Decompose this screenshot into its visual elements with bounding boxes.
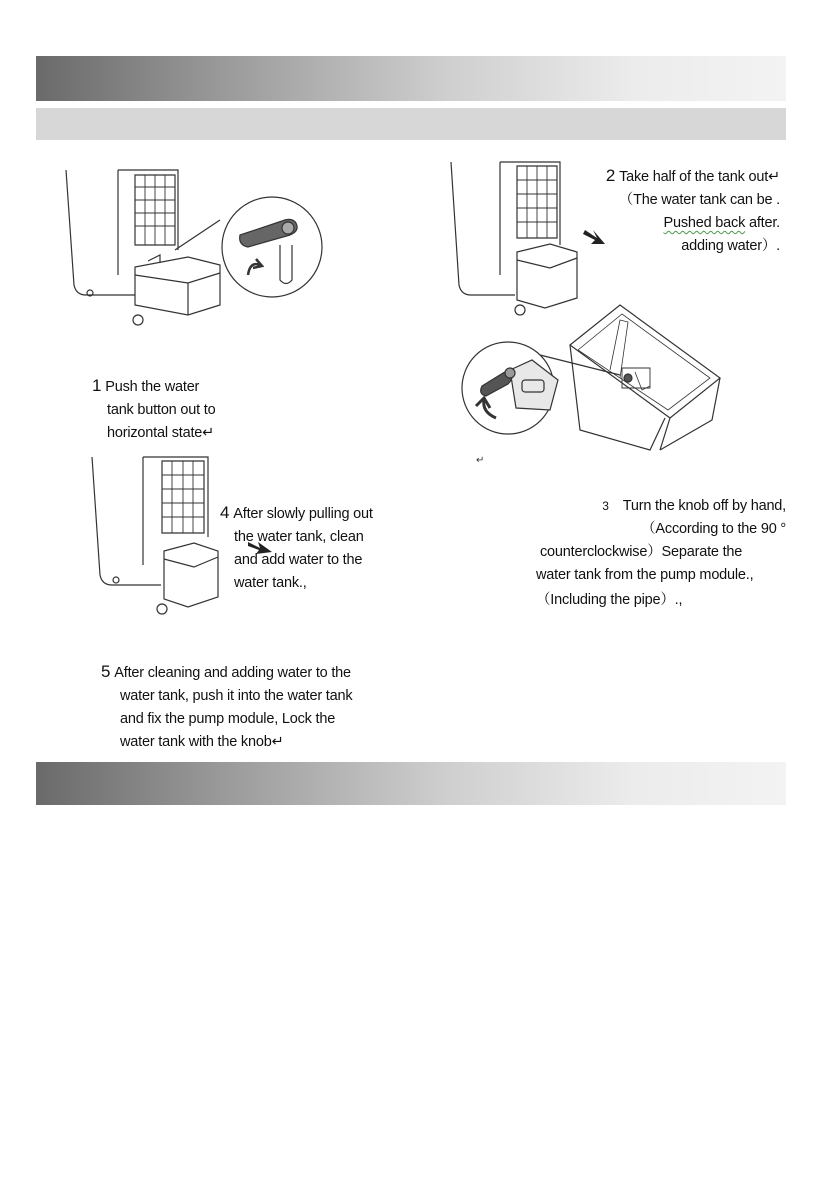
step-line: Take half of the tank out↵ — [619, 169, 780, 185]
step-line: and add water to the — [234, 552, 363, 568]
section-subheader-bar — [36, 108, 786, 140]
step-line: After cleaning and adding water to the — [114, 665, 351, 681]
step-4-text — [220, 501, 373, 595]
step-line: （The water tank can be . — [618, 192, 780, 208]
step-number: 3 — [602, 499, 609, 513]
step-line: （According to the 90 ° — [641, 521, 786, 537]
step-line: water tank with the knob↵ — [120, 734, 284, 750]
step-line: tank button out to — [107, 402, 216, 418]
step-line: the water tank, clean — [234, 529, 364, 545]
step-line-tail: after. — [745, 215, 780, 231]
section-header-bar — [36, 56, 786, 101]
figure-step4-pull-tank — [86, 455, 236, 620]
step-line: water tank from the pump module., — [536, 567, 754, 583]
step-line: counterclockwise）Separate the — [540, 544, 743, 560]
step-line: Turn the knob off by hand, — [622, 498, 786, 514]
step-line: and fix the pump module, Lock the — [120, 711, 336, 727]
step-line: water tank., — [234, 575, 307, 591]
figure-step3-separate-tank — [460, 300, 722, 460]
step-line: Push the water — [105, 379, 200, 395]
step-number: 5 — [101, 662, 111, 681]
step-line: Pushed back — [663, 215, 746, 231]
step-number: 1 — [92, 376, 102, 395]
step-3-text — [536, 495, 786, 612]
step-number: 4 — [220, 503, 230, 522]
step-line: adding water）. — [681, 238, 780, 254]
step-line: horizontal state↵ — [107, 425, 215, 441]
step-5-text — [101, 660, 352, 754]
step-1-text — [92, 374, 215, 445]
step-line: water tank, push it into the water tank — [120, 688, 353, 704]
step-line: After slowly pulling out — [233, 506, 373, 522]
step-2-text — [560, 164, 780, 258]
step-number: 2 — [605, 166, 616, 185]
step-line: （Including the pipe）., — [536, 592, 683, 608]
return-mark: ↵ — [476, 455, 485, 466]
section-footer-bar — [36, 762, 786, 805]
figure-step1-push-button — [60, 165, 260, 335]
